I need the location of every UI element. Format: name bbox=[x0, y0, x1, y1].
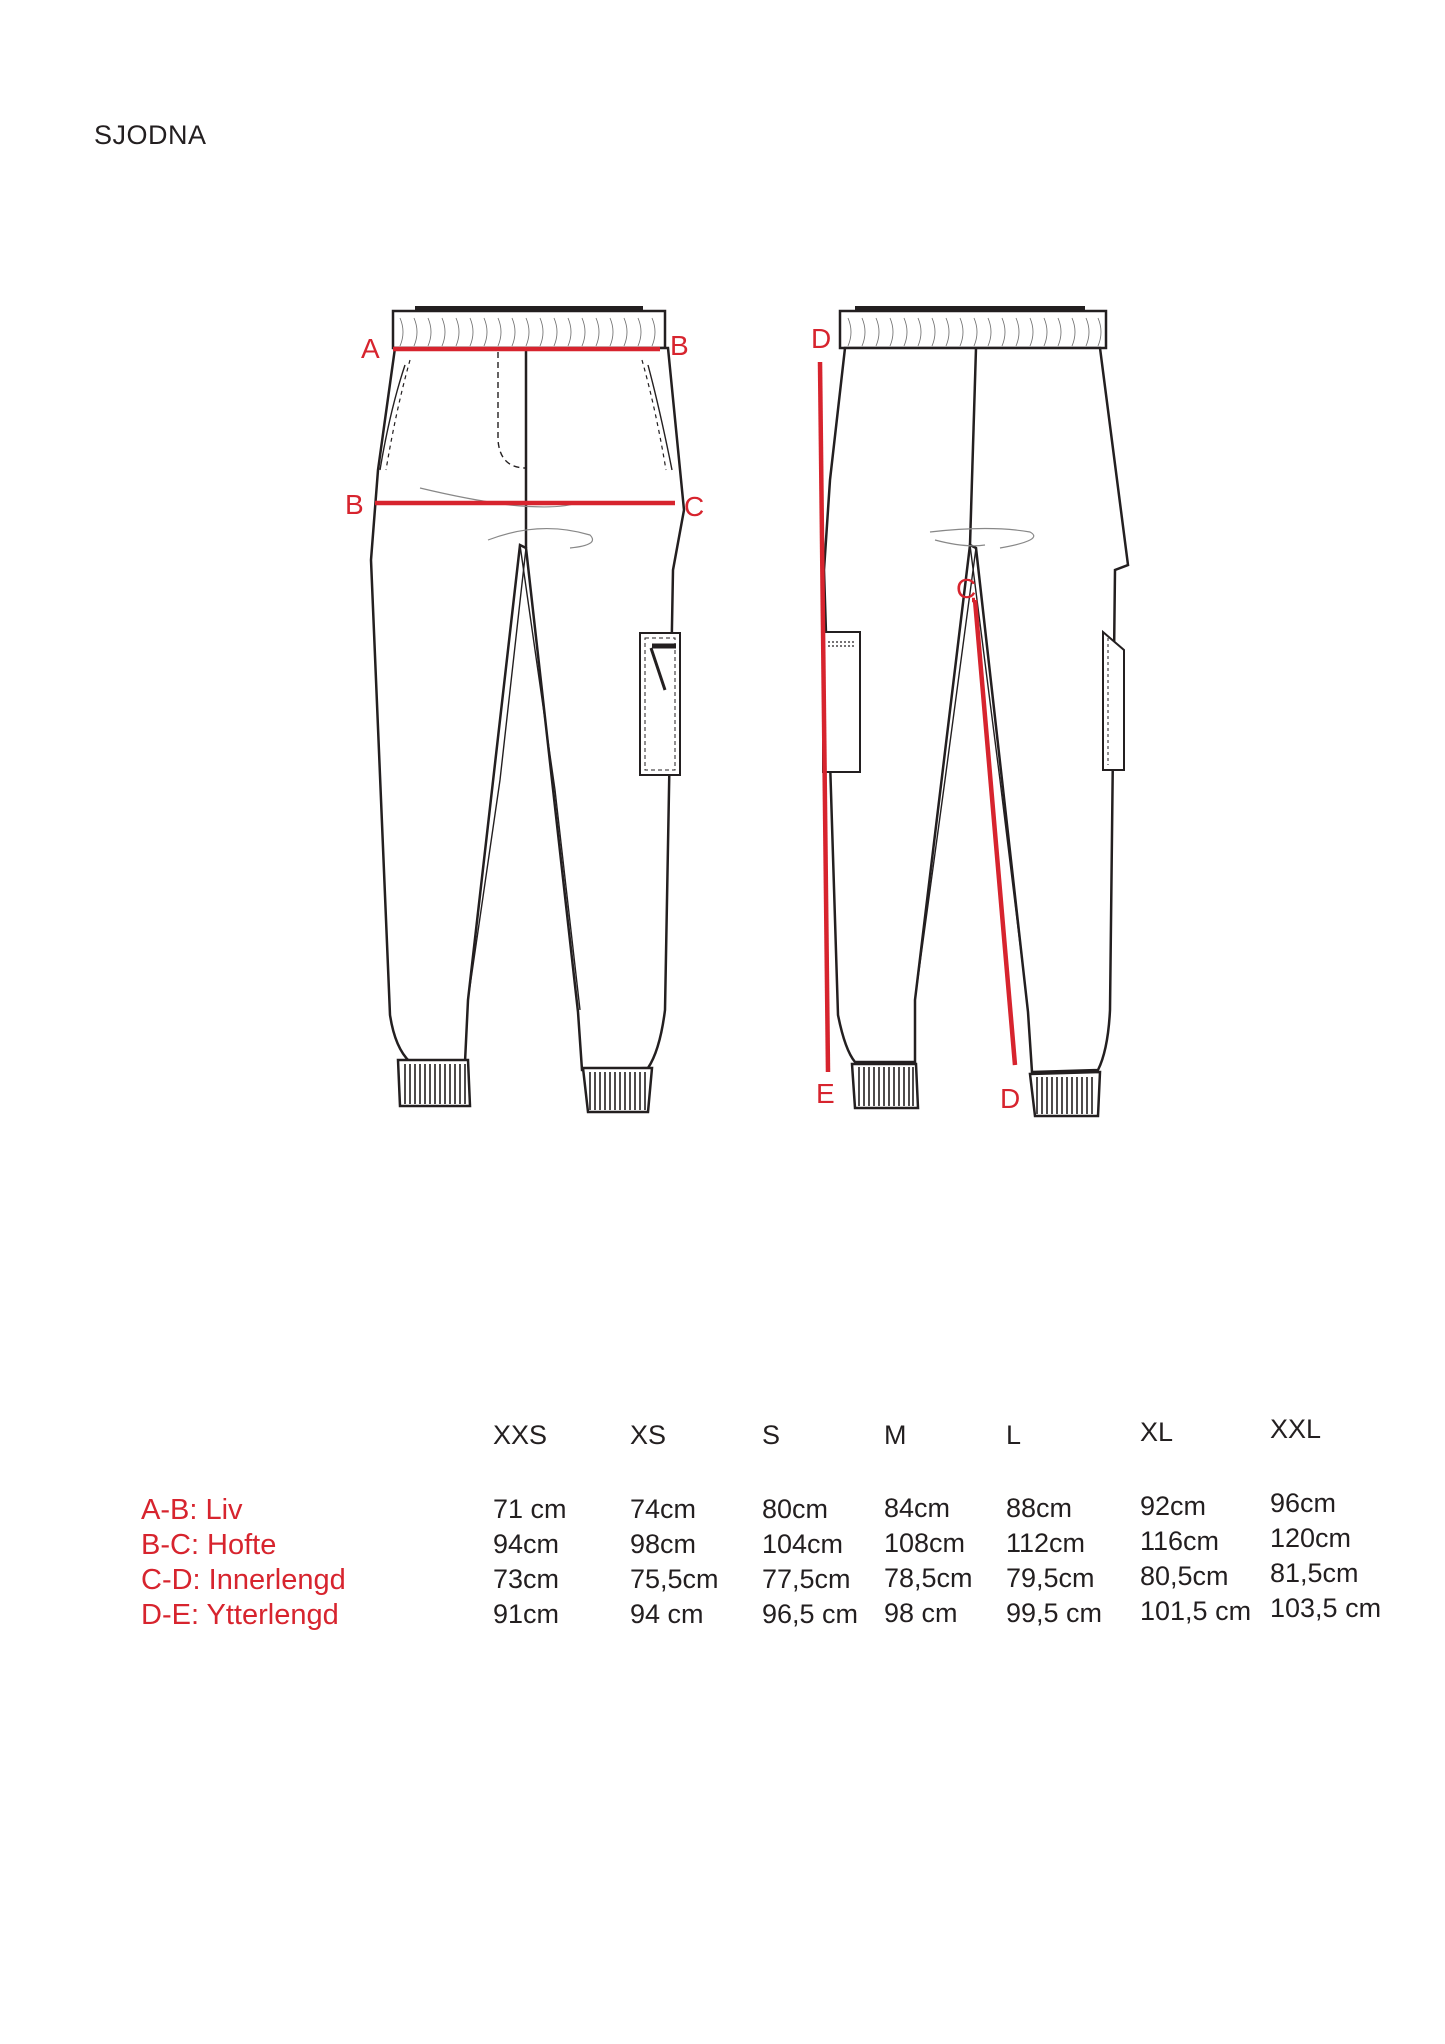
table-cell: 96,5 cm bbox=[762, 1599, 859, 1629]
table-cell: 108cm bbox=[884, 1528, 966, 1558]
size-header: S bbox=[762, 1420, 781, 1450]
back-view bbox=[823, 306, 1128, 1116]
size-header: XXS bbox=[493, 1420, 548, 1450]
table-cell: 99,5 cm bbox=[1006, 1598, 1103, 1628]
table-cell: 88cm bbox=[1006, 1493, 1073, 1523]
measurement-label-waist: A-B: Liv bbox=[141, 1494, 243, 1526]
table-cell: 98 cm bbox=[884, 1598, 958, 1628]
table-cell: 96cm bbox=[1270, 1488, 1337, 1518]
size-header: M bbox=[884, 1420, 907, 1450]
point-label: A bbox=[361, 333, 380, 364]
point-label: C bbox=[684, 491, 705, 522]
point-label: B bbox=[670, 330, 689, 361]
point-label: C bbox=[956, 573, 977, 604]
table-cell: 98cm bbox=[630, 1529, 697, 1559]
table-cell: 101,5 cm bbox=[1140, 1596, 1252, 1626]
table-cell: 80,5cm bbox=[1140, 1561, 1229, 1591]
size-header: XL bbox=[1140, 1417, 1174, 1447]
table-cell: 71 cm bbox=[493, 1494, 567, 1524]
table-cell: 73cm bbox=[493, 1564, 560, 1594]
table-cell: 91cm bbox=[493, 1599, 560, 1629]
table-cell: 94cm bbox=[493, 1529, 560, 1559]
table-cell: 78,5cm bbox=[884, 1563, 973, 1593]
measurement-label-hip: B-C: Hofte bbox=[141, 1529, 277, 1561]
size-header: L bbox=[1006, 1420, 1022, 1450]
table-cell: 104cm bbox=[762, 1529, 844, 1559]
table-cell: 112cm bbox=[1006, 1528, 1086, 1558]
table-cell: 74cm bbox=[630, 1494, 697, 1524]
front-view bbox=[371, 306, 684, 1112]
document-title: SJODNA bbox=[94, 120, 207, 150]
table-cell: 81,5cm bbox=[1270, 1558, 1359, 1588]
table-cell: 92cm bbox=[1140, 1491, 1207, 1521]
table-cell: 103,5 cm bbox=[1270, 1593, 1382, 1623]
measurement-label-outseam: D-E: Ytterlengd bbox=[141, 1599, 339, 1631]
point-label: E bbox=[816, 1078, 835, 1109]
table-cell: 80cm bbox=[762, 1494, 829, 1524]
table-cell: 94 cm bbox=[630, 1599, 704, 1629]
table-cell: 75,5cm bbox=[630, 1564, 719, 1594]
table-cell: 116cm bbox=[1140, 1526, 1220, 1556]
table-cell: 79,5cm bbox=[1006, 1563, 1095, 1593]
measurement-label-inseam: C-D: Innerlengd bbox=[141, 1564, 346, 1596]
size-header: XS bbox=[630, 1420, 667, 1450]
point-label: D bbox=[811, 323, 832, 354]
size-header: XXL bbox=[1270, 1414, 1322, 1444]
point-label: D bbox=[1000, 1083, 1021, 1114]
table-cell: 84cm bbox=[884, 1493, 951, 1523]
table-cell: 77,5cm bbox=[762, 1564, 851, 1594]
table-cell: 120cm bbox=[1270, 1523, 1352, 1553]
point-label: B bbox=[345, 489, 364, 520]
